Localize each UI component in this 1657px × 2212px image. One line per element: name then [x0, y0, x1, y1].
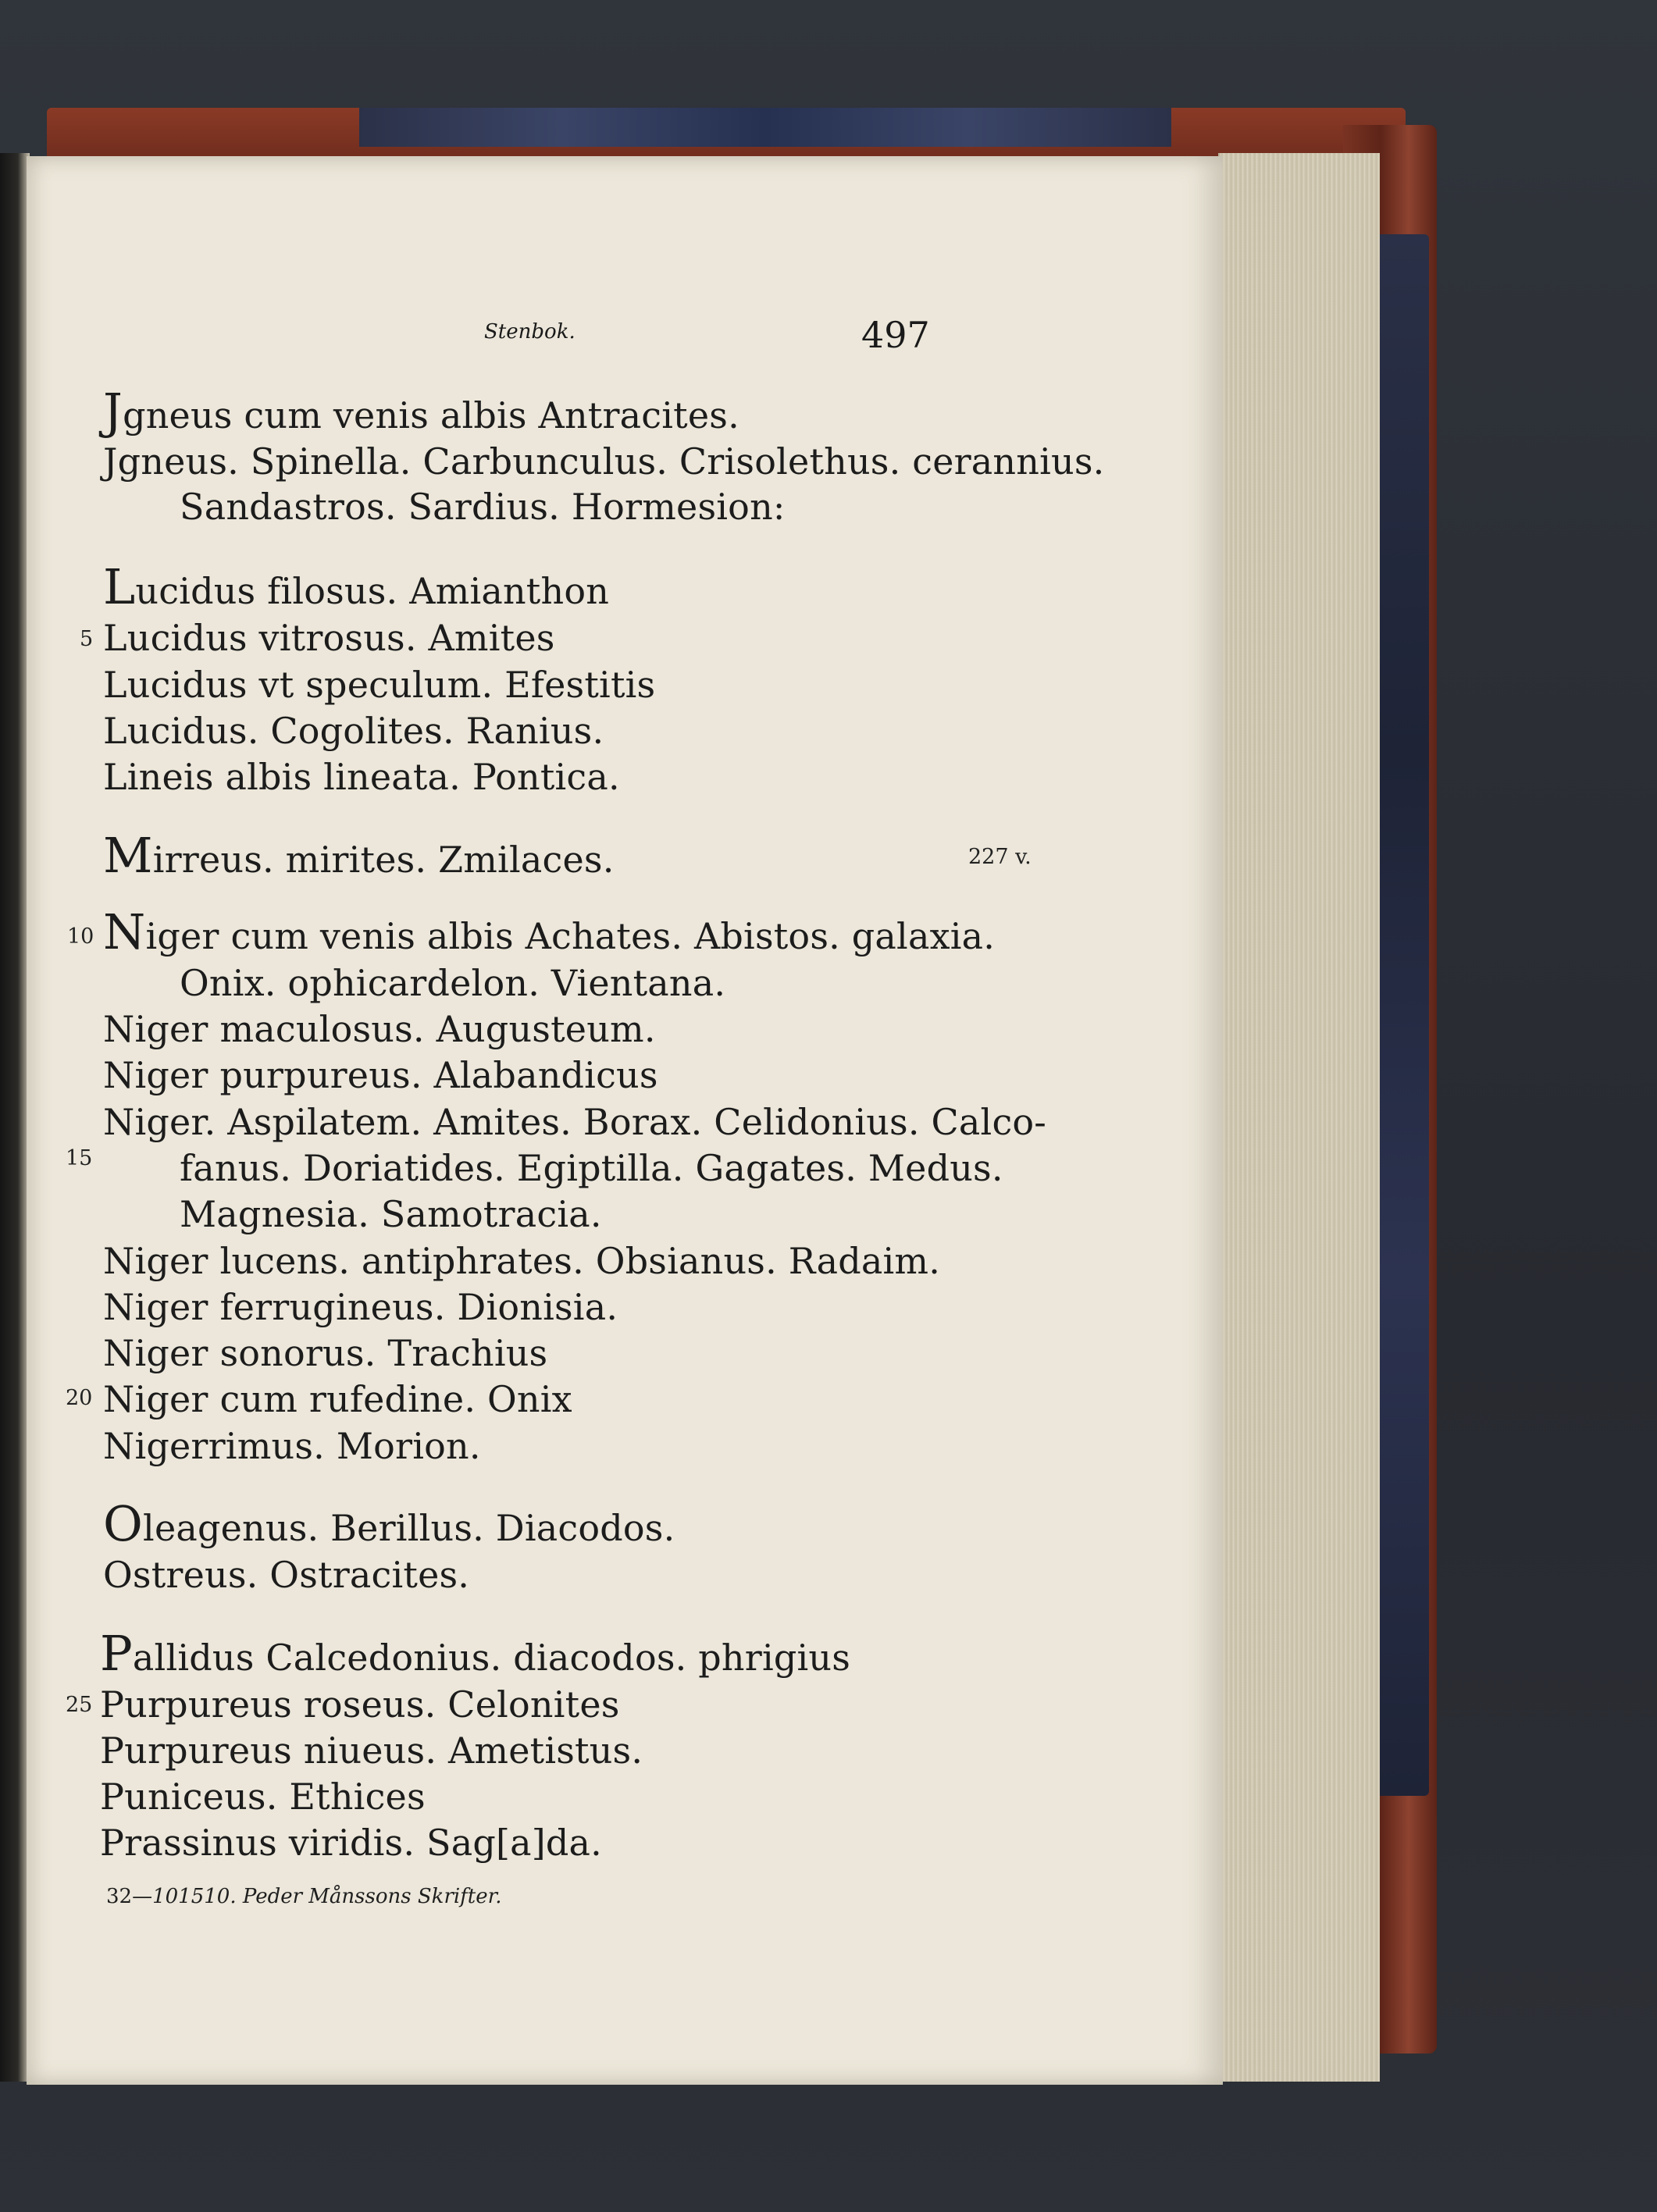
text-line: Niger cum venis albis Achates. Abistos. galaxia. — [103, 903, 996, 960]
line-number: 25 — [66, 1693, 93, 1717]
initial-letter: O — [103, 1495, 144, 1552]
text-line: fanus. Doriatides. Egiptilla. Gagates. Medus. — [180, 1147, 1003, 1189]
text-line: Lucidus vt speculum. Efestitis — [103, 664, 656, 706]
running-title: Stenbok. — [484, 320, 575, 344]
text-line: Niger ferrugineus. Dionisia. — [103, 1286, 618, 1328]
line-number: 10 — [67, 924, 94, 949]
text-line: Nigerrimus. Morion. — [103, 1425, 481, 1467]
text-line: Lineis albis lineata. Pontica. — [103, 756, 620, 798]
text-line: Purpureus niueus. Ametistus. — [100, 1729, 643, 1772]
margin-folio-reference: 227 v. — [968, 845, 1032, 869]
text-line: Sandastros. Sardius. Hormesion: — [180, 486, 786, 528]
book-binding-top — [47, 108, 1406, 162]
text-line: Niger purpureus. Alabandicus — [103, 1054, 658, 1096]
binding-cloth-spine — [1374, 234, 1429, 1796]
text-line: Jgneus cum venis albis Antracites. — [103, 383, 739, 440]
page-edges — [1218, 153, 1380, 2082]
footer-imprint: 101510. Peder Månssons Skrifter. — [152, 1885, 502, 1908]
binding-cloth — [359, 108, 1171, 147]
initial-letter: M — [103, 827, 153, 884]
text-line: Niger cum rufedine. Onix — [103, 1378, 572, 1420]
text-line: Jgneus. Spinella. Carbunculus. Crisolethus. cerannius. — [103, 440, 1105, 483]
text-line: Niger maculosus. Augusteum. — [103, 1008, 656, 1050]
text-line: Puniceus. Ethices — [100, 1776, 426, 1818]
text-line: Pallidus Calcedonius. diacodos. phrigius — [100, 1625, 851, 1682]
text-line: Niger. Aspilatem. Amites. Borax. Celidonius. Calco- — [103, 1101, 1047, 1143]
facing-page-edge — [0, 153, 30, 2082]
text-line: Lucidus vitrosus. Amites — [103, 617, 555, 659]
text-line: Lucidus. Cogolites. Ranius. — [103, 710, 604, 752]
footer-signature: 32—101510. Peder Månssons Skrifter. — [106, 1885, 502, 1908]
initial-letter: L — [103, 558, 136, 615]
line-number: 20 — [66, 1386, 93, 1410]
text-line: Purpureus roseus. Celonites — [100, 1683, 620, 1726]
initial-letter: J — [103, 383, 123, 440]
text-line: Niger sonorus. Trachius — [103, 1332, 548, 1374]
text-line: Prassinus viridis. Sag[a]da. — [100, 1822, 602, 1864]
text-line: Magnesia. Samotracia. — [180, 1193, 602, 1235]
text-line: Niger lucens. antiphrates. Obsianus. Radaim. — [103, 1240, 941, 1282]
text-line: Oleagenus. Berillus. Diacodos. — [103, 1495, 675, 1552]
text-line: Onix. ophicardelon. Vientana. — [180, 962, 726, 1004]
line-number: 15 — [66, 1146, 93, 1170]
line-number: 5 — [80, 627, 94, 651]
text-line: Mirreus. mirites. Zmilaces. — [103, 827, 615, 884]
text-line: Ostreus. Ostracites. — [103, 1554, 470, 1596]
text-line: Lucidus filosus. Amianthon — [103, 558, 610, 615]
initial-letter: N — [103, 903, 146, 960]
page-number: 497 — [861, 314, 930, 356]
initial-letter: P — [100, 1625, 133, 1682]
